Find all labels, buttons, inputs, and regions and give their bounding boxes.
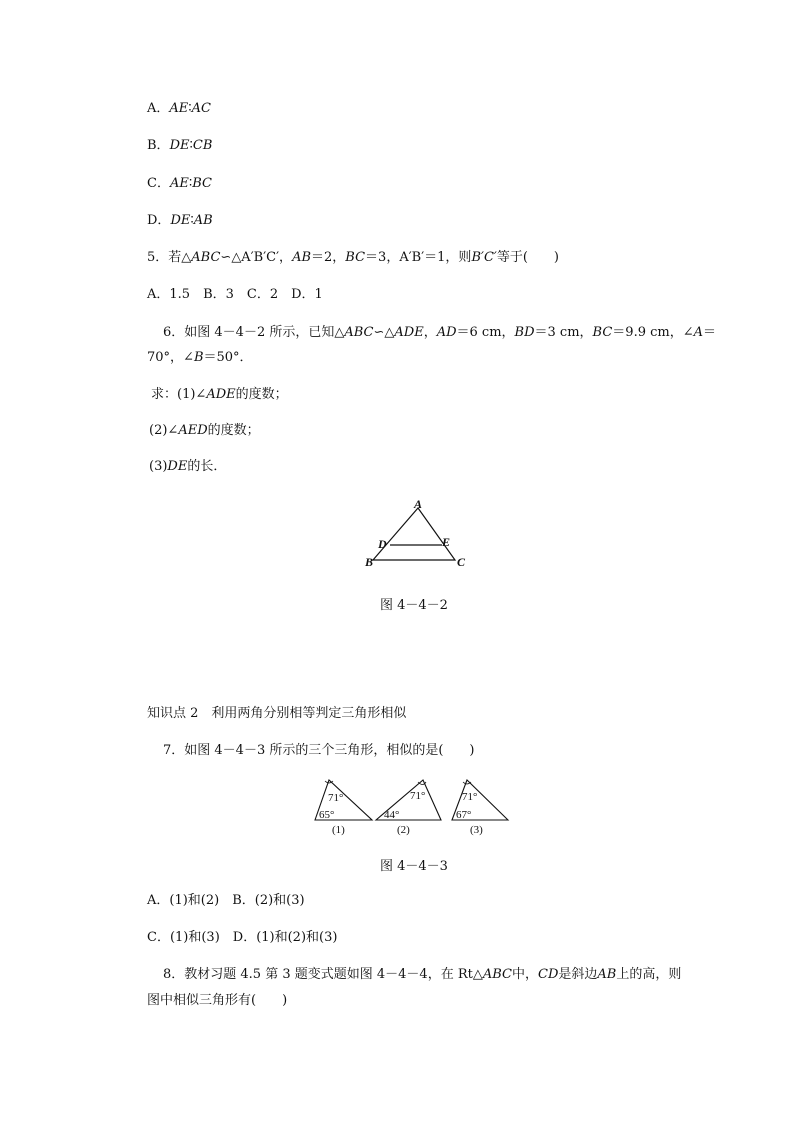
angle-left-3: 67° [456, 809, 472, 821]
question-7: 7．如图 4－4－3 所示的三个三角形，相似的是( ) [163, 743, 475, 758]
triangle-2 [376, 780, 441, 836]
question-5: 5．若△ABC∽△A′B′C′，AB＝2，BC＝3，A′B′＝1，则B′C′等于( ) [147, 250, 559, 265]
angle-top-3: 71° [462, 791, 478, 803]
figure-4-4-3-caption: 图 4－4－3 [380, 859, 448, 874]
option-a: A．AE∶AC [147, 101, 212, 116]
label-e: E [442, 535, 451, 549]
figure-4-4-2-caption: 图 4－4－2 [380, 598, 448, 613]
label-b: B [365, 555, 374, 569]
question-6-ask-3: (3)DE的长． [149, 459, 227, 474]
angle-left-2: 44° [384, 809, 400, 821]
label-c: C [457, 555, 466, 569]
question-7-options-line1: A．(1)和(2) B．(2)和(3) [147, 893, 305, 908]
triangle-3 [452, 780, 508, 836]
label-a: A [414, 497, 423, 511]
option-b: B．DE∶CB [147, 138, 213, 153]
label-3: (3) [470, 824, 483, 836]
angle-left-1: 65° [319, 809, 335, 821]
question-7-options-line2: C．(1)和(3) D．(1)和(2)和(3) [147, 930, 338, 945]
option-c: C．AE∶BC [147, 176, 212, 191]
question-8-line2: 图中相似三角形有( ) [147, 993, 288, 1008]
triangle-abc [373, 508, 455, 560]
angle-top-1: 71° [328, 792, 344, 804]
section-heading: 知识点 2 利用两角分别相等判定三角形相似 [147, 706, 407, 721]
angle-top-2: 71° [410, 790, 426, 802]
label-1: (1) [332, 824, 345, 836]
figure-4-4-2 [360, 496, 470, 572]
label-d: D [378, 537, 387, 551]
question-6: 6．如图 4－4－2 所示，已知△ABC∽△ADE，AD＝6 cm，BD＝3 cm，BC＝9.9 cm，∠A＝ [163, 325, 717, 340]
question-8: 8．教材习题 4.5 第 3 题变式题如图 4－4－4，在 Rt△ABC中，CD是斜边AB上的高，则 [163, 967, 682, 982]
triangle-1 [315, 780, 372, 836]
question-6-ask-2: (2)∠AED的度数； [149, 423, 260, 438]
question-5-options: A．1.5 B．3 C．2 D．1 [147, 287, 323, 302]
question-6-line2: 70°，∠B＝50°． [147, 350, 253, 365]
label-2: (2) [397, 824, 410, 836]
figure-4-4-3 [312, 776, 512, 838]
question-6-ask-1: 求：(1)∠ADE的度数； [151, 387, 288, 402]
option-d: D．DE∶AB [147, 213, 213, 228]
